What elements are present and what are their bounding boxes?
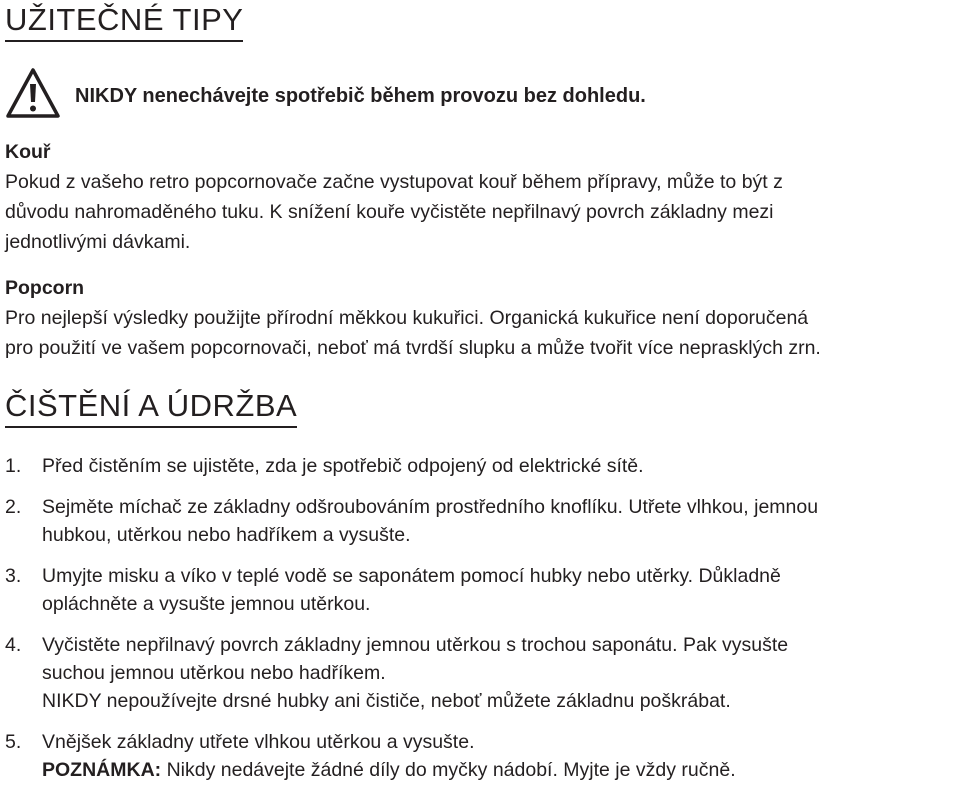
step-number: 1. — [5, 455, 22, 477]
popcorn-heading: Popcorn — [5, 277, 85, 299]
popcorn-line: Pro nejlepší výsledky použijte přírodní měkkou kukuřici. Organická kukuřice není doporučená — [5, 307, 809, 329]
smoke-line: Pokud z vašeho retro popcornovače začne vystupovat kouř během přípravy, může to být z — [5, 171, 783, 193]
smoke-line: důvodu nahromaděného tuku. K snížení kouře vyčistěte nepřilnavý povrch základny mezi — [5, 201, 774, 223]
list-item — [5, 493, 955, 549]
step-line: hubkou, utěrkou nebo hadříkem a vysušte. — [42, 524, 411, 546]
step-line: Vyčistěte nepřilnavý povrch základny jemnou utěrkou s trochou saponátu. Pak vysušte — [42, 634, 789, 656]
warning-triangle-icon — [5, 66, 61, 122]
step-line: Před čistěním se ujistěte, zda je spotřebič odpojený od elektrické sítě. — [42, 455, 644, 477]
note-text: Nikdy nedávejte žádné díly do myčky nádobí. Myjte je vždy ručně. — [161, 759, 736, 781]
warning-text: NIKDY nenechávejte spotřebič během provozu bez dohledu. — [75, 85, 646, 107]
smoke-heading: Kouř — [5, 141, 51, 163]
smoke-block — [5, 137, 955, 257]
list-item — [5, 452, 955, 480]
popcorn-block — [5, 273, 955, 363]
step-line: Sejměte míchač ze základny odšroubováním prostředního knoflíku. Utřete vlhkou, jemnou — [42, 496, 819, 518]
step-number: 5. — [5, 731, 22, 753]
step-line: NIKDY nepoužívejte drsné hubky ani čističe, neboť můžete základnu poškrábat. — [42, 690, 731, 712]
list-item — [5, 728, 955, 784]
smoke-line: jednotlivými dávkami. — [5, 231, 191, 253]
step-line: Umyjte misku a víko v teplé vodě se saponátem pomocí hubky nebo utěrky. Důkladně — [42, 565, 781, 587]
step-line: Vnějšek základny utřete vlhkou utěrkou a vysušte. — [42, 731, 475, 753]
cleaning-title: ČIŠTĚNÍ A ÚDRŽBA — [5, 388, 297, 428]
step-note — [42, 756, 955, 784]
note-label: POZNÁMKA: — [42, 759, 162, 781]
step-number: 3. — [5, 565, 22, 587]
step-line: suchou jemnou utěrkou nebo hadříkem. — [42, 662, 386, 684]
list-item — [5, 631, 955, 715]
popcorn-line: pro použití ve vašem popcornovači, neboť má tvrdší slupku a může tvořit více neprasklých zrn. — [5, 337, 821, 359]
cleaning-steps — [5, 452, 955, 797]
step-number: 4. — [5, 634, 22, 656]
step-line: opláchněte a vysušte jemnou utěrkou. — [42, 593, 371, 615]
tips-title: UŽITEČNÉ TIPY — [5, 2, 243, 42]
step-number: 2. — [5, 496, 22, 518]
warning-row — [5, 66, 905, 122]
list-item — [5, 562, 955, 618]
